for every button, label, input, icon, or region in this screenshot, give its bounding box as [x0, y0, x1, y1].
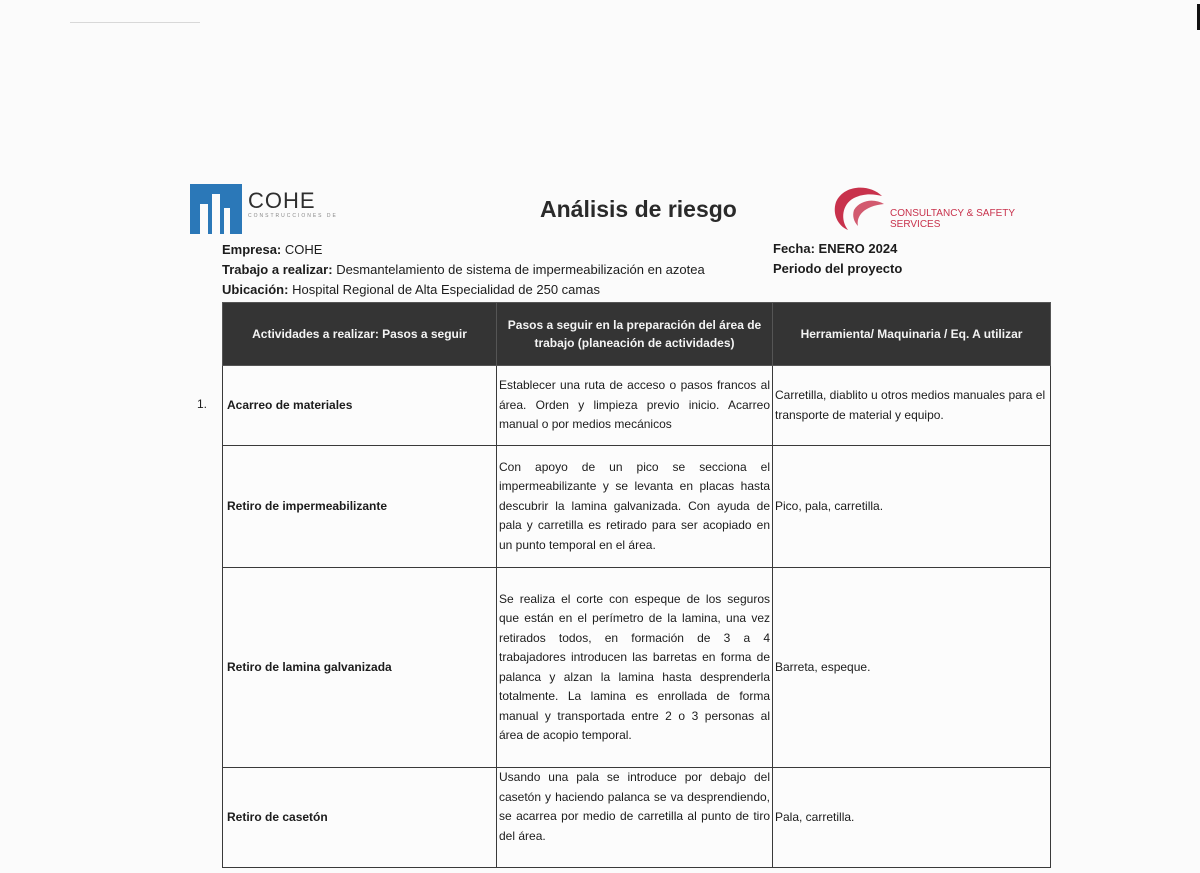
table-row	[223, 568, 1051, 768]
consultancy-logo	[830, 182, 1060, 234]
steps-cell: Establecer una ruta de acceso o pasos francos al área. Orden y limpieza previo inicio. Acarreo manual o por medios mecánicos	[497, 366, 773, 446]
cohe-logo-tagline: CONSTRUCCIONES DE	[248, 213, 338, 219]
ubicacion-line	[222, 282, 600, 297]
fecha-label: Fecha:	[773, 241, 815, 256]
tools-cell: Pala, carretilla.	[773, 768, 1051, 868]
consultancy-logo-name: CONSULTANCY & SAFETY SERVICES	[890, 208, 1015, 230]
risk-table	[222, 302, 1050, 868]
consultancy-swoosh-icon	[830, 182, 890, 234]
cohe-logo-mark-icon	[190, 184, 242, 234]
table-header-row	[223, 303, 1051, 366]
cohe-logo	[190, 184, 340, 236]
table-row	[223, 366, 1051, 446]
activity-cell: Retiro de lamina galvanizada	[223, 568, 497, 768]
steps-cell: Usando una pala se introduce por debajo del casetón y haciendo palanca se va desprendiendo, se acarrea por medio de carretilla al punto de tiro del área.	[497, 768, 773, 868]
header-tools: Herramienta/ Maquinaria / Eq. A utilizar	[773, 303, 1051, 366]
tools-cell: Carretilla, diablito u otros medios manuales para el transporte de material y equipo.	[773, 366, 1051, 446]
trabajo-line	[222, 262, 705, 277]
cohe-logo-name: COHE	[248, 188, 316, 213]
fecha-value: ENERO 2024	[818, 241, 898, 256]
trabajo-value: Desmantelamiento de sistema de impermeabilización en azotea	[336, 262, 705, 277]
steps-cell: Se realiza el corte con espeque de los seguros que están en el perímetro de la lamina, una vez retirados todos, en formación de 3 a 4 trabajadores introducen las barretas en forma de palanca y alzan la lamina hasta desprenderla totalmente. La lamina es enrollada de forma manual y transportada entre 2 o 3 personas al área de acopio temporal.	[497, 568, 773, 768]
header-activities: Actividades a realizar: Pasos a seguir	[223, 303, 497, 366]
table-row	[223, 768, 1051, 868]
header-preparation-steps: Pasos a seguir en la preparación del área de trabajo (planeación de actividades)	[497, 303, 773, 366]
trabajo-label: Trabajo a realizar:	[222, 262, 333, 277]
scan-artifact-line	[70, 22, 200, 23]
empresa-label: Empresa:	[222, 242, 282, 257]
row-number: 1.	[197, 397, 208, 411]
activity-cell: Retiro de casetón	[223, 768, 497, 868]
activity-cell: Retiro de impermeabilizante	[223, 446, 497, 568]
table-row	[223, 446, 1051, 568]
tools-cell: Pico, pala, carretilla.	[773, 446, 1051, 568]
steps-cell: Con apoyo de un pico se secciona el impermeabilizante y se levanta en placas hasta descubrir la lamina galvanizada. Con ayuda de pala y carretilla es retirado para ser acopiado en un punto temporal en el área.	[497, 446, 773, 568]
empresa-line	[222, 242, 322, 257]
ubicacion-value: Hospital Regional de Alta Especialidad de 250 camas	[292, 282, 600, 297]
tools-cell: Barreta, espeque.	[773, 568, 1051, 768]
activity-cell: Acarreo de materiales	[223, 366, 497, 446]
empresa-value: COHE	[284, 242, 323, 257]
fecha-line	[773, 241, 897, 256]
ubicacion-label: Ubicación:	[222, 282, 289, 297]
periodo-label: Periodo del proyecto	[773, 261, 903, 276]
document-title: Análisis de riesgo	[540, 196, 737, 222]
